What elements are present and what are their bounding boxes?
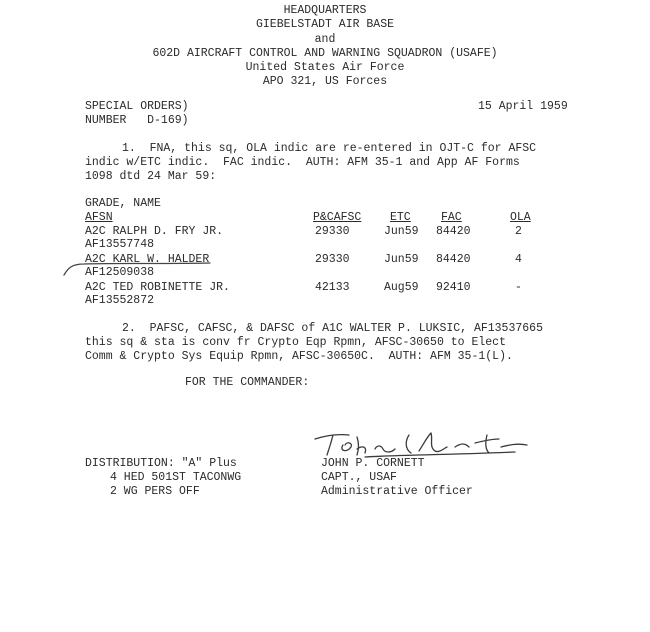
table-row-2-ola: 4	[515, 253, 522, 266]
para1-line-3: 1098 dtd 24 Mar 59:	[85, 170, 217, 183]
table-row-3-name: A2C TED ROBINETTE JR.	[85, 281, 230, 294]
para1-line-2: indic w/ETC indic. FAC indic. AUTH: AFM 35-1 and App AF Forms	[85, 156, 520, 169]
table-row-2-name: A2C KARL W. HALDER	[85, 253, 210, 266]
table-row-2-pcafsc: 29330	[315, 253, 350, 266]
header-line-4: 602D AIRCRAFT CONTROL AND WARNING SQUADRON (USAFE)	[152, 47, 498, 60]
order-date: 15 April 1959	[478, 100, 568, 113]
distribution-line-1: DISTRIBUTION: "A" Plus	[85, 457, 237, 470]
table-row-1-name: A2C RALPH D. FRY JR.	[85, 225, 224, 238]
column-fac: FAC	[441, 211, 462, 224]
signer-rank: CAPT., USAF	[321, 471, 397, 484]
table-row-1-etc: Jun59	[384, 225, 419, 238]
table-row-1-ola: 2	[515, 225, 522, 238]
column-pcafsc: P&CAFSC	[313, 211, 362, 224]
para2-line-2: this sq & sta is conv fr Crypto Eqp Rpmn, AFSC-30650 to Elect	[85, 336, 506, 349]
para2-line-1: 2. PAFSC, CAFSC, & DAFSC of A1C WALTER P. LUKSIC, AF13537665	[122, 322, 543, 335]
header-line-6: APO 321, US Forces	[262, 75, 388, 88]
table-row-1-pcafsc: 29330	[315, 225, 350, 238]
table-row-2-afsn: AF12509038	[85, 266, 155, 279]
column-etc: ETC	[390, 211, 411, 224]
column-afsn: AFSN	[85, 211, 113, 224]
signer-name: JOHN P. CORNETT	[321, 457, 425, 470]
table-row-3-afsn: AF13552872	[85, 294, 155, 307]
table-row-1-afsn: AF13557748	[85, 238, 155, 251]
para2-line-3: Comm & Crypto Sys Equip Rpmn, AFSC-30650C. AUTH: AFM 35-1(L).	[85, 350, 513, 363]
table-row-1-fac: 84420	[436, 225, 471, 238]
header-line-3: and	[314, 33, 336, 46]
order-number: NUMBER D-169)	[85, 114, 189, 127]
column-ola: OLA	[510, 211, 531, 224]
header-line-1: HEADQUARTERS	[283, 4, 367, 17]
table-row-3-pcafsc: 42133	[315, 281, 350, 294]
distribution-line-3: 2 WG PERS OFF	[110, 485, 200, 498]
special-orders-label: SPECIAL ORDERS)	[85, 100, 189, 113]
handwritten-signature	[305, 425, 535, 461]
header-line-5: United States Air Force	[245, 61, 405, 74]
signer-title: Administrative Officer	[321, 485, 473, 498]
table-heading: GRADE, NAME	[85, 197, 161, 210]
pen-underline-mark	[58, 258, 218, 278]
table-row-2-fac: 84420	[436, 253, 471, 266]
table-row-2-etc: Jun59	[384, 253, 419, 266]
distribution-line-2: 4 HED 501ST TACONWG	[110, 471, 242, 484]
header-line-2: GIEBELSTADT AIR BASE	[255, 18, 395, 31]
para1-line-1: 1. FNA, this sq, OLA indic are re-entered in OJT-C for AFSC	[122, 142, 537, 155]
table-row-3-etc: Aug59	[384, 281, 419, 294]
for-the-commander: FOR THE COMMANDER:	[185, 376, 310, 389]
table-row-3-ola: -	[515, 281, 522, 294]
table-row-3-fac: 92410	[436, 281, 471, 294]
